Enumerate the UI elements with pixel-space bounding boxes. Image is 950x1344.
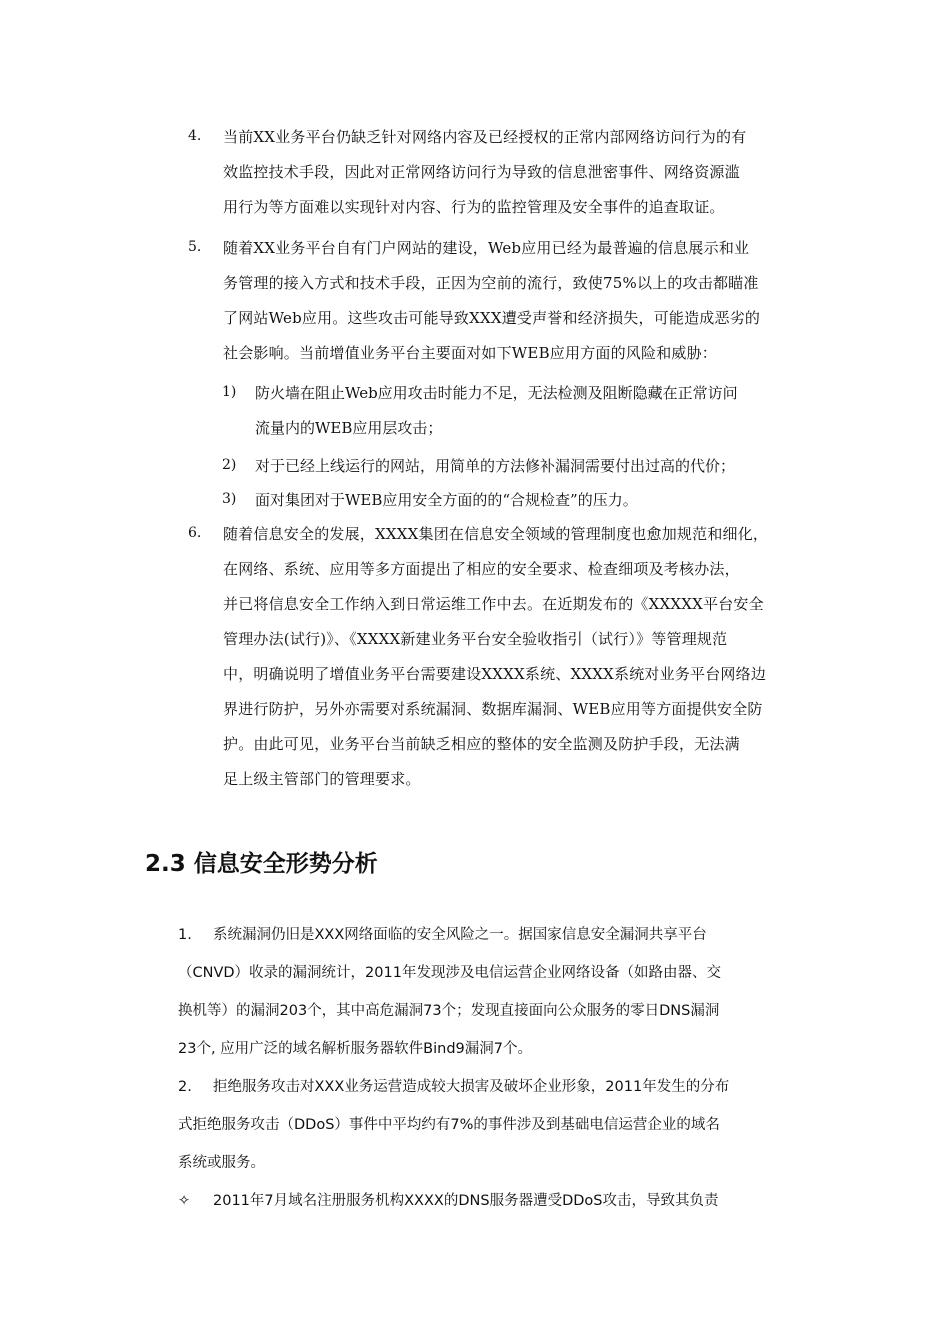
list-item-5 (188, 231, 808, 371)
paragraph-line: 护。由此可见，业务平台当前缺乏相应的整体的安全监测及防护手段，无法满 (223, 735, 740, 753)
list-item-4 (188, 120, 808, 225)
paragraph-line: 防火墙在阻止Web应用攻击时能力不足，无法检测及阻断隐藏在正常访问 (255, 384, 738, 402)
section-heading: 2.3 信息安全形势分析 (145, 851, 378, 877)
paragraph-line: 系统漏洞仍旧是XXX网络面临的安全风险之一。据国家信息安全漏洞共享平台 (213, 927, 707, 943)
list-number: 5. (188, 239, 202, 255)
paragraph-line: 了网站Web应用。这些攻击可能导致XXX遭受声誉和经济损失，可能造成恶劣的 (223, 309, 761, 327)
diamond-bullet-icon: ✧ (178, 1193, 191, 1209)
paragraph-line: 系统或服务。 (178, 1155, 265, 1171)
paragraph-line: 在网络、系统、应用等多方面提出了相应的安全要求、检查细项及考核办法， (223, 560, 740, 578)
paragraph-line: 界进行防护，另外亦需要对系统漏洞、数据库漏洞、WEB应用等方面提供安全防 (223, 700, 763, 718)
paragraph-line: 当前XX业务平台仍缺乏针对网络内容及已经授权的正常内部网络访问行为的有 (223, 128, 747, 146)
paragraph-line: 对于已经上线运行的网站，用简单的方法修补漏洞需要付出过高的代价； (255, 457, 736, 475)
section-list-item-1 (178, 916, 818, 1068)
sub-list-number: 2) (222, 457, 237, 473)
paragraph-line: 效监控技术手段，因此对正常网络访问行为导致的信息泄密事件、网络资源滥 (223, 163, 740, 181)
paragraph-line: 务管理的接入方式和技术手段，正因为空前的流行，致使75%以上的攻击都瞄准 (223, 274, 759, 292)
sub-list-number: 3) (222, 491, 237, 507)
paragraph-line: 23个, 应用广泛的域名解析服务器软件Bind9漏洞7个。 (178, 1041, 532, 1057)
paragraph-line: 足上级主管部门的管理要求。 (223, 770, 421, 788)
paragraph-line: 中，明确说明了增值业务平台需要建设XXXX系统、XXXX系统对业务平台网络边 (223, 665, 767, 683)
paragraph-line: （CNVD）收录的漏洞统计，2011年发现涉及电信运营企业网络设备（如路由器、交 (178, 965, 721, 981)
sub-list-item-3 (222, 483, 812, 518)
bullet-item (178, 1182, 818, 1220)
paragraph-line: 随着信息安全的发展，XXXX集团在信息安全领域的管理制度也愈加规范和细化， (223, 525, 769, 543)
section-list-item-2 (178, 1068, 818, 1182)
paragraph-line: 随着XX业务平台自有门户网站的建设，Web应用已经为最普遍的信息展示和业 (223, 239, 750, 257)
paragraph-line: 社会影响。当前增值业务平台主要面对如下WEB应用方面的风险和威胁： (223, 344, 717, 362)
sub-list-item-1 (222, 376, 812, 446)
paragraph-line: 换机等）的漏洞203个，其中高危漏洞73个；发现直接面向公众服务的零日DNS漏洞 (178, 1003, 720, 1019)
paragraph-line: 式拒绝服务攻击（DDoS）事件中平均约有7%的事件涉及到基础电信运营企业的域名 (178, 1117, 720, 1133)
sub-list-number: 1) (222, 384, 237, 400)
list-number: 6. (188, 525, 202, 541)
list-number: 1. (178, 927, 192, 943)
paragraph-line: 管理办法(试行)》、《XXXX新建业务平台安全验收指引（试行）》等管理规范 (223, 630, 728, 648)
sub-list-item-2 (222, 449, 812, 484)
paragraph-line: 并已将信息安全工作纳入到日常运维工作中去。在近期发布的《XXXXX平台安全 (223, 595, 764, 613)
list-number: 4. (188, 128, 202, 144)
paragraph-line: 拒绝服务攻击对XXX业务运营造成较大损害及破坏企业形象，2011年发生的分布 (213, 1079, 730, 1095)
paragraph-line: 流量内的WEB应用层攻击； (255, 419, 443, 437)
list-number: 2. (178, 1079, 192, 1095)
paragraph-line: 用行为等方面难以实现针对内容、行为的监控管理及安全事件的追查取证。 (223, 198, 725, 216)
paragraph-line: 面对集团对于WEB应用安全方面的的“合规检查”的压力。 (255, 491, 638, 509)
paragraph-line: 2011年7月域名注册服务机构XXXX的DNS服务器遭受DDoS攻击，导致其负责 (213, 1193, 719, 1209)
list-item-6 (188, 517, 808, 797)
